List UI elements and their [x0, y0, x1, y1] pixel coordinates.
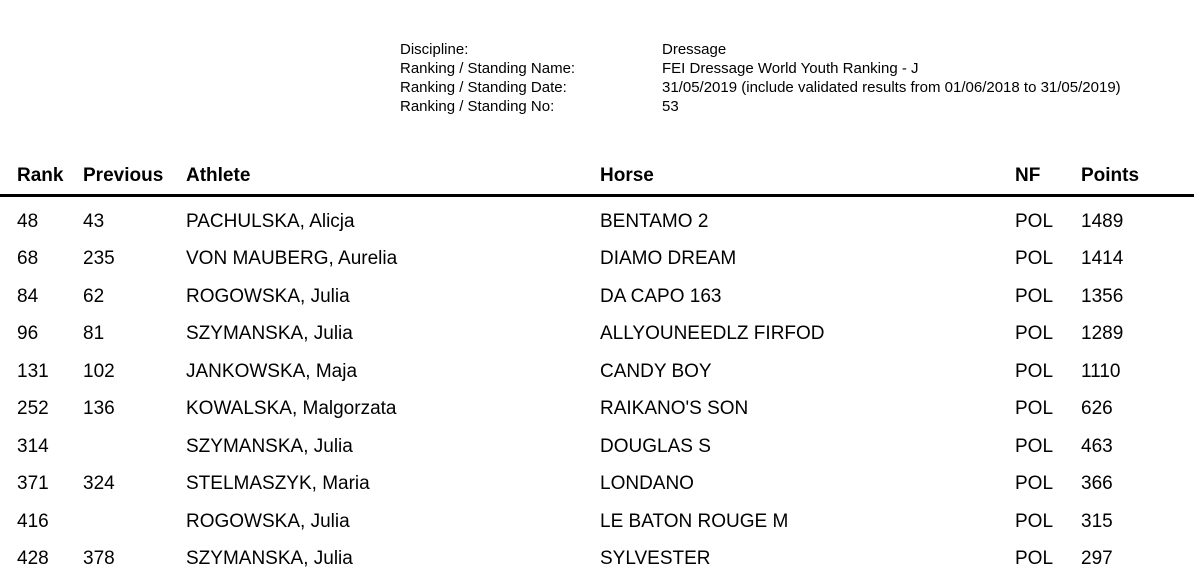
- ranking-info: [400, 40, 1121, 116]
- cell-athlete: STELMASZYK, Maria: [186, 473, 370, 495]
- cell-horse: LE BATON ROUGE M: [600, 510, 789, 532]
- cell-points: 315: [1081, 510, 1113, 532]
- cell-horse: CANDY BOY: [600, 360, 712, 382]
- cell-rank: 416: [17, 510, 49, 532]
- cell-nf: POL: [1015, 360, 1054, 382]
- cell-athlete: SZYMANSKA, Julia: [186, 323, 353, 345]
- cell-points: 1289: [1081, 323, 1124, 345]
- cell-horse: RAIKANO'S SON: [600, 398, 749, 420]
- cell-previous: 62: [83, 285, 105, 307]
- table-row: [0, 503, 1194, 541]
- cell-rank: 96: [17, 323, 39, 345]
- cell-previous: 81: [83, 323, 105, 345]
- table-row: [0, 541, 1194, 579]
- table-row: [0, 241, 1194, 279]
- cell-previous: 43: [83, 210, 105, 232]
- cell-athlete: VON MAUBERG, Aurelia: [186, 248, 398, 270]
- cell-points: 1489: [1081, 210, 1124, 232]
- cell-horse: SYLVESTER: [600, 548, 711, 570]
- meta-value: FEI Dressage World Youth Ranking - J: [662, 60, 919, 77]
- cell-points: 626: [1081, 398, 1113, 420]
- cell-nf: POL: [1015, 398, 1054, 420]
- cell-previous: 102: [83, 360, 115, 382]
- cell-athlete: ROGOWSKA, Julia: [186, 510, 350, 532]
- meta-row-standing-name: [400, 59, 1121, 78]
- ranking-table: [0, 158, 1194, 578]
- cell-athlete: SZYMANSKA, Julia: [186, 435, 353, 457]
- meta-value: 31/05/2019 (include validated results from 01/06/2018 to 31/05/2019): [662, 79, 1121, 96]
- cell-nf: POL: [1015, 248, 1054, 270]
- meta-row-standing-date: [400, 78, 1121, 97]
- cell-rank: 131: [17, 360, 49, 382]
- cell-rank: 68: [17, 248, 39, 270]
- meta-row-discipline: [400, 40, 1121, 59]
- meta-row-standing-no: [400, 97, 1121, 116]
- cell-previous: 235: [83, 248, 115, 270]
- header-points: Points: [1081, 158, 1194, 196]
- cell-previous: [83, 428, 186, 466]
- table-row: [0, 316, 1194, 354]
- cell-nf: POL: [1015, 210, 1054, 232]
- cell-athlete: KOWALSKA, Malgorzata: [186, 398, 397, 420]
- cell-previous: [83, 503, 186, 541]
- cell-rank: 48: [17, 210, 39, 232]
- cell-points: 1110: [1081, 360, 1121, 382]
- meta-value: 53: [662, 98, 679, 115]
- cell-rank: 84: [17, 285, 39, 307]
- meta-label: Discipline:: [400, 41, 469, 58]
- header-nf: NF: [1015, 158, 1081, 196]
- cell-nf: POL: [1015, 548, 1054, 570]
- cell-points: 297: [1081, 548, 1113, 570]
- cell-horse: ALLYOUNEEDLZ FIRFOD: [600, 323, 825, 345]
- cell-horse: DIAMO DREAM: [600, 248, 737, 270]
- table-row: [0, 466, 1194, 504]
- cell-rank: 428: [17, 548, 49, 570]
- cell-horse: BENTAMO 2: [600, 210, 709, 232]
- meta-label: Ranking / Standing Date:: [400, 79, 567, 96]
- cell-previous: 136: [83, 398, 115, 420]
- cell-athlete: JANKOWSKA, Maja: [186, 360, 358, 382]
- cell-points: 1414: [1081, 248, 1124, 270]
- header-previous: Previous: [83, 158, 186, 196]
- cell-horse: DOUGLAS S: [600, 435, 711, 457]
- cell-points: 1356: [1081, 285, 1124, 307]
- table-row: [0, 391, 1194, 429]
- table-row: [0, 428, 1194, 466]
- cell-previous: 324: [83, 473, 115, 495]
- cell-previous: 378: [83, 548, 115, 570]
- meta-label: Ranking / Standing No:: [400, 98, 555, 115]
- cell-points: 463: [1081, 435, 1113, 457]
- cell-athlete: SZYMANSKA, Julia: [186, 548, 353, 570]
- cell-rank: 371: [17, 473, 49, 495]
- cell-horse: DA CAPO 163: [600, 285, 722, 307]
- table-row: [0, 353, 1194, 391]
- cell-points: 366: [1081, 473, 1113, 495]
- cell-athlete: PACHULSKA, Alicja: [186, 210, 355, 232]
- cell-nf: POL: [1015, 473, 1054, 495]
- cell-horse: LONDANO: [600, 473, 694, 495]
- table-header-row: [0, 158, 1194, 196]
- table-row: [0, 196, 1194, 241]
- cell-rank: 252: [17, 398, 49, 420]
- meta-label: Ranking / Standing Name:: [400, 60, 576, 77]
- cell-athlete: ROGOWSKA, Julia: [186, 285, 350, 307]
- table-row: [0, 278, 1194, 316]
- header-athlete: Athlete: [186, 158, 600, 196]
- cell-nf: POL: [1015, 435, 1054, 457]
- cell-nf: POL: [1015, 323, 1054, 345]
- cell-nf: POL: [1015, 285, 1054, 307]
- cell-nf: POL: [1015, 510, 1054, 532]
- meta-value: Dressage: [662, 41, 727, 58]
- cell-rank: 314: [17, 435, 49, 457]
- header-horse: Horse: [600, 158, 1015, 196]
- header-rank: Rank: [0, 158, 83, 196]
